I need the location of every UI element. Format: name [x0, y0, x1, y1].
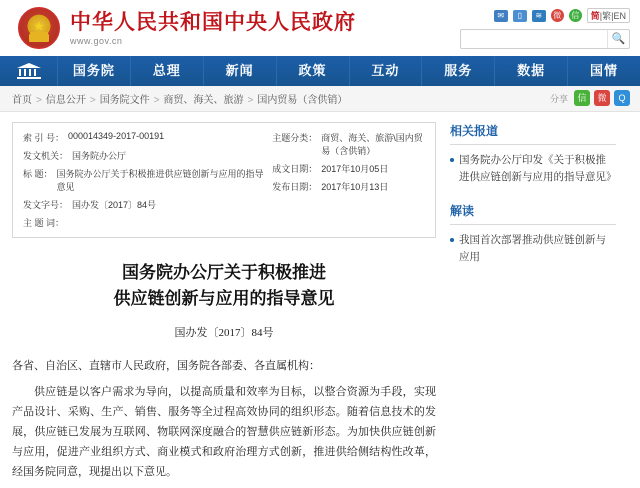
- meta-value: 商贸、海关、旅游\国内贸易（含供销）: [321, 133, 423, 156]
- share-label: 分享: [549, 93, 568, 104]
- breadcrumb-item-2[interactable]: 国务院文件: [99, 95, 150, 106]
- search-icon[interactable]: 🔍: [607, 30, 629, 48]
- nav-item-2[interactable]: 新闻: [204, 56, 277, 86]
- lang-simplified[interactable]: 简: [590, 11, 600, 21]
- nav-list: [58, 56, 640, 86]
- meta-label: 成文日期：: [272, 164, 318, 174]
- document-column: [12, 122, 436, 488]
- nav-item-7[interactable]: 国情: [590, 63, 619, 78]
- lang-english[interactable]: EN: [613, 11, 626, 21]
- meta-value: 国办发〔2017〕84号: [72, 200, 157, 210]
- breadcrumb-item-0[interactable]: 首页: [12, 95, 32, 106]
- related-report-item-0[interactable]: 国务院办公厅印发《关于积极推进供应链创新与应用的指导意见》: [450, 152, 616, 186]
- related-report-box: [450, 122, 616, 186]
- meta-label: 主题分类：: [272, 133, 318, 143]
- breadcrumb-item-1[interactable]: 信息公开: [45, 95, 86, 106]
- share-bar: [550, 90, 630, 106]
- language-switcher[interactable]: 简|繁|EN: [587, 8, 630, 23]
- interpretation-box: [450, 202, 616, 266]
- main-content: [0, 112, 640, 488]
- meta-label: 发布日期：: [272, 182, 318, 192]
- meta-row: [23, 149, 272, 162]
- qq-share-icon[interactable]: Q: [614, 90, 630, 106]
- doc-paragraph-1: 供应链是以客户需求为导向，以提高质量和效率为目标，以整合资源为手段，实现产品设计、采购、生产、销售、服务等全过程高效协同的组织形态。随着信息技术的发展，供应链已发展为互联网、物联网深度融合的智慧供应链新形态。为加快供应链创新与应用，促进产业组织方式、商业模式和政府治理方式创新，推进供给侧结构性改革，经国务院同意，现提出以下意见。: [12, 386, 436, 478]
- meta-label: 发文机关：: [23, 151, 69, 161]
- breadcrumb-sep: >: [36, 95, 42, 106]
- mobile-icon[interactable]: ▯: [513, 10, 527, 22]
- nav-item-1[interactable]: 总理: [131, 56, 204, 86]
- doc-paragraph-0: 各省、自治区、直辖市人民政府，国务院各部委、各直属机构：: [12, 360, 320, 372]
- meta-value: 国务院办公厅关于积极推进供应链创新与应用的指导意见: [56, 169, 264, 192]
- wechat-icon[interactable]: 信: [569, 9, 582, 22]
- main-nav: [0, 56, 640, 86]
- weibo-icon[interactable]: 微: [551, 9, 564, 22]
- national-emblem-icon: ★: [18, 7, 60, 49]
- breadcrumb-sep: >: [247, 95, 254, 106]
- site-title: 中华人民共和国中央人民政府: [70, 10, 356, 34]
- wechat-share-icon[interactable]: 信: [574, 90, 590, 106]
- interpretation-title: 解读: [450, 202, 616, 225]
- doc-body: [12, 356, 436, 482]
- doc-number: 国办发〔2017〕84号: [174, 327, 274, 339]
- breadcrumb-sep: >: [89, 95, 96, 106]
- page-title: [12, 260, 436, 312]
- wifi-icon[interactable]: ≋: [532, 10, 546, 22]
- header-icon-row: [494, 8, 630, 23]
- site-url: www.gov.cn: [70, 36, 123, 46]
- mail-icon[interactable]: ✉: [494, 10, 508, 22]
- related-report-title: 相关报道: [450, 122, 616, 145]
- breadcrumb: [0, 86, 640, 112]
- nav-item-3[interactable]: 政策: [277, 56, 350, 86]
- home-icon[interactable]: [0, 56, 58, 86]
- meta-label: 主 题 词：: [23, 218, 65, 228]
- meta-value: 2017年10月05日: [321, 164, 389, 174]
- meta-row: [23, 167, 272, 193]
- meta-row: [272, 162, 425, 175]
- nav-item-6[interactable]: 数据: [495, 56, 568, 86]
- lang-traditional[interactable]: 繁: [602, 11, 612, 21]
- header-utility-area: [460, 8, 630, 49]
- nav-item-5[interactable]: 服务: [422, 56, 495, 86]
- doc-title-line1: 国务院办公厅关于积极推进: [122, 263, 326, 282]
- weibo-share-icon[interactable]: 微: [594, 90, 610, 106]
- meta-value: 国务院办公厅: [72, 151, 127, 161]
- breadcrumb-list: [12, 91, 347, 106]
- meta-row: [23, 198, 272, 211]
- meta-column-left: [23, 131, 272, 229]
- doc-title-line2: 供应链创新与应用的指导意见: [113, 289, 335, 308]
- meta-row: [23, 216, 272, 229]
- meta-row: [272, 180, 425, 193]
- sidebar: [436, 122, 616, 488]
- meta-value: 2017年10月13日: [321, 182, 389, 192]
- meta-value: 000014349-2017-00191: [68, 131, 165, 141]
- meta-label: 标 题：: [23, 169, 53, 179]
- search-input[interactable]: [461, 30, 607, 48]
- meta-label: 索 引 号：: [23, 133, 65, 143]
- site-search[interactable]: [460, 29, 630, 49]
- site-title-block[interactable]: [70, 10, 356, 46]
- breadcrumb-item-4[interactable]: 国内贸易（含供销）: [257, 95, 348, 106]
- meta-label: 发文字号：: [23, 200, 69, 210]
- nav-item-4[interactable]: 互动: [350, 56, 423, 86]
- document-meta-table: [12, 122, 436, 238]
- breadcrumb-item-3[interactable]: 商贸、海关、旅游: [163, 95, 244, 106]
- interpretation-item-0[interactable]: 我国首次部署推动供应链创新与应用: [450, 232, 616, 266]
- meta-row: [23, 131, 272, 144]
- nav-item-0[interactable]: 国务院: [58, 56, 131, 86]
- meta-column-right: [272, 131, 425, 229]
- meta-row: [272, 131, 425, 157]
- breadcrumb-sep: >: [153, 95, 160, 106]
- site-header: [0, 0, 640, 56]
